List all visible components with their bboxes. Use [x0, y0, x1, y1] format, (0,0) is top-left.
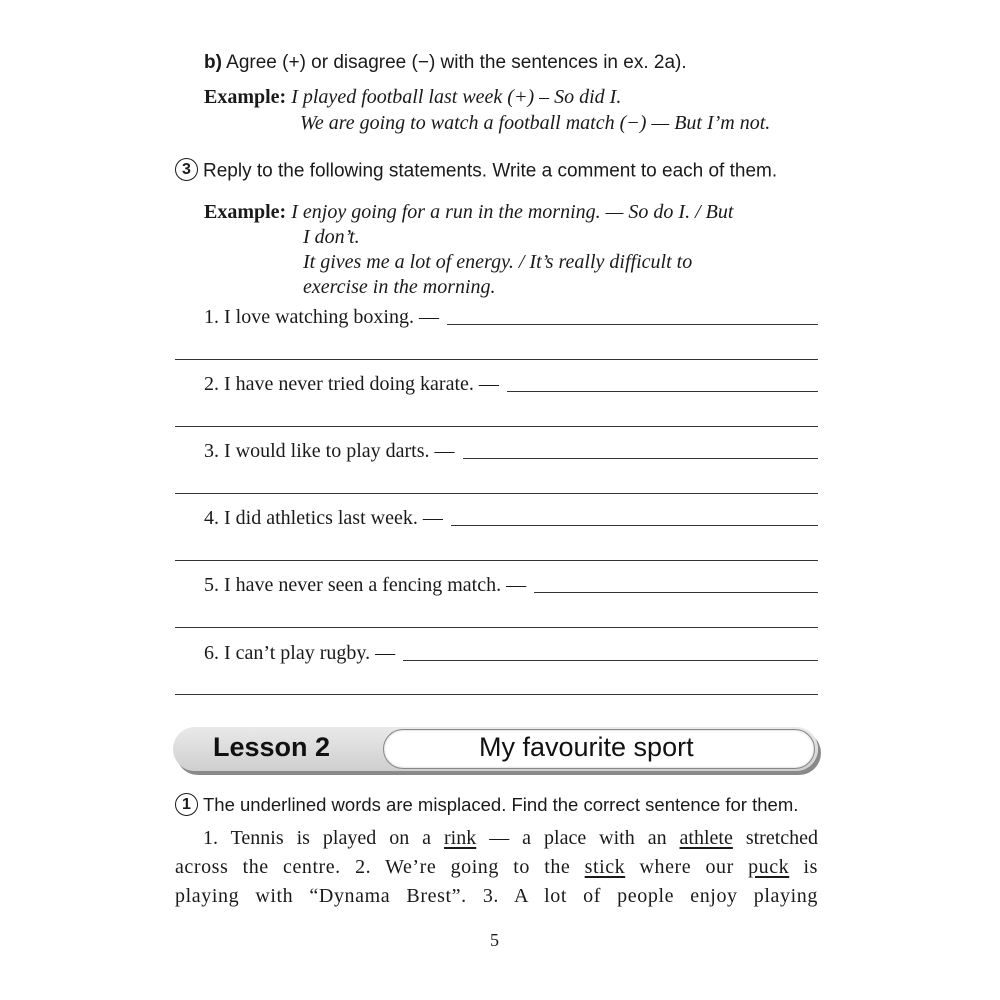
exercise-item-text: 5. I have never seen a fencing match. —: [204, 574, 527, 596]
answer-blank[interactable]: [403, 659, 818, 661]
underlined-word: puck: [748, 856, 790, 878]
page-number: 5: [490, 930, 499, 950]
exercise-3-instruction-text: Reply to the following statements. Write a comment to each of them.: [203, 160, 778, 182]
exercise-item-text: 1. I love watching boxing. —: [204, 306, 439, 328]
answer-blank[interactable]: [451, 524, 818, 526]
exercise-3-instruction: [175, 160, 777, 183]
answer-blank[interactable]: [463, 457, 818, 459]
exercise-item-text: 3. I would like to play darts. —: [204, 440, 455, 462]
exercise-3-example-line-1: [204, 201, 733, 224]
exercise-3-example-line-4: exercise in the morning.: [303, 276, 496, 298]
answer-line[interactable]: [175, 359, 818, 360]
exercise-3-example-line-2: I don’t.: [303, 226, 360, 248]
exercise-item-2: [204, 373, 818, 396]
lesson-2-exercise-1-instruction: [175, 794, 798, 818]
exercise-item-1: [204, 306, 818, 329]
example-label: Example:: [204, 201, 287, 223]
answer-blank[interactable]: [534, 591, 818, 593]
part-b-label: b): [204, 52, 222, 73]
paragraph-text: — a place with an: [476, 827, 680, 849]
exercise-item-text: 6. I can’t play rugby. —: [204, 642, 396, 664]
lesson-number: Lesson 2: [213, 732, 331, 762]
paragraph-text: 1. Tennis is played on a: [203, 827, 445, 849]
lesson-title-pill: [383, 729, 815, 769]
answer-blank[interactable]: [507, 390, 818, 392]
part-b-example-line-1: [204, 86, 621, 109]
exercise-item-4: [204, 507, 818, 530]
paragraph-line-1: [175, 827, 818, 850]
answer-line[interactable]: [175, 627, 818, 628]
lesson-2-exercise-1-instruction-text: The underlined words are misplaced. Find the correct sentence for them.: [203, 794, 799, 815]
paragraph-line-3: playing with “Dynama Brest”. 3. A lot of people enjoy playing: [175, 885, 818, 907]
paragraph-text: across the centre. 2. We’re going to the: [175, 856, 585, 878]
answer-line[interactable]: [175, 426, 818, 427]
exercise-3-example-line-3: It gives me a lot of energy. / It’s really difficult to: [303, 251, 693, 273]
paragraph-line-2: [175, 856, 818, 879]
part-b-example-line-2: We are going to watch a football match (−) — But I’m not.: [300, 112, 771, 134]
paragraph-text: where our: [625, 856, 749, 878]
exercise-item-6: [204, 642, 818, 665]
underlined-word: stick: [584, 856, 626, 878]
paragraph-text: is: [789, 856, 818, 878]
exercise-item-text: 4. I did athletics last week. —: [204, 507, 443, 529]
part-b-instruction-text: Agree (+) or disagree (−) with the sentences in ex. 2a).: [226, 52, 687, 73]
exercise-number-badge: 3: [175, 158, 198, 181]
underlined-word: athlete: [679, 827, 733, 849]
lesson-banner: [173, 727, 818, 771]
exercise-item-text: 2. I have never tried doing karate. —: [204, 373, 499, 395]
example-text: I enjoy going for a run in the morning. — So do I. / But: [291, 201, 734, 223]
answer-line[interactable]: [175, 560, 818, 561]
underlined-word: rink: [444, 827, 477, 849]
exercise-item-5: [204, 574, 818, 597]
paragraph-text: stretched: [732, 827, 819, 849]
exercise-number-badge: 1: [175, 793, 198, 816]
answer-line[interactable]: [175, 694, 818, 695]
answer-blank[interactable]: [447, 323, 818, 325]
part-b-instruction: [204, 52, 687, 74]
example-label: Example:: [204, 86, 287, 108]
example-text: I played football last week (+) – So did I.: [291, 86, 622, 108]
answer-line[interactable]: [175, 493, 818, 494]
exercise-item-3: [204, 440, 818, 463]
lesson-title: My favourite sport: [479, 732, 694, 762]
